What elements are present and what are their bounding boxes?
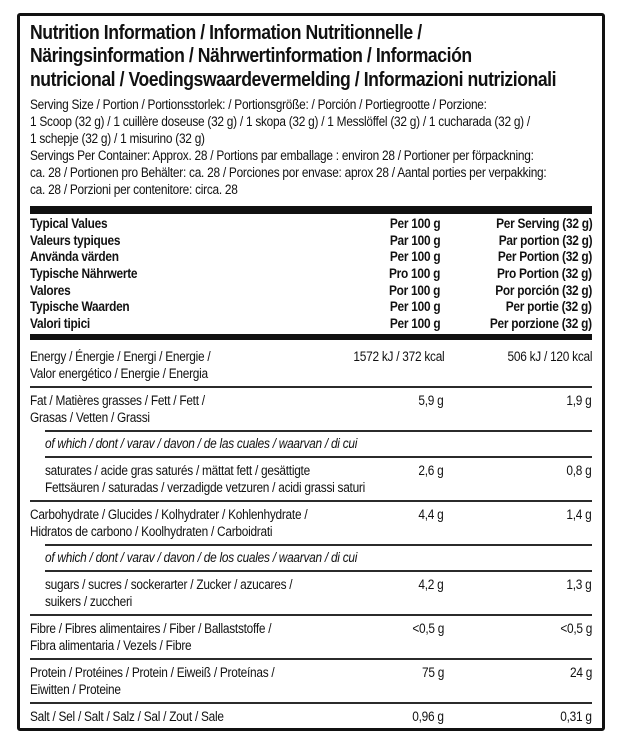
header-per-100g: Per 100 g	[389, 299, 440, 315]
header-row	[30, 266, 592, 283]
row-fibre	[30, 616, 592, 658]
header-per-serving: Per Portion (32 g)	[497, 249, 592, 265]
header-per-serving: Per porzione (32 g)	[490, 315, 592, 331]
per-100g-value: 4,4 g	[418, 507, 444, 523]
typical-values-header	[30, 216, 592, 332]
nutrient-label-line: Salt / Sel / Salt / Salz / Sal / Zout / Sale	[30, 709, 224, 725]
servings-per-container-line-3: ca. 28 / Porzioni per contenitore: circa. 28	[30, 182, 238, 198]
header-label: Använda värden	[30, 249, 119, 265]
nutrient-label-line: Valor energético / Energie / Energia	[30, 366, 208, 382]
serving-size-text	[30, 96, 592, 147]
per-100g-value: 0,96 g	[412, 709, 444, 725]
nutrition-label-panel	[17, 13, 605, 731]
label-title-line-3: nutricional / Voedingswaardevermelding / Informazioni nutrizionali	[30, 68, 557, 91]
header-row	[30, 216, 592, 233]
row-fat	[30, 388, 592, 430]
header-per-serving: Per portie (32 g)	[506, 299, 592, 315]
header-label: Typical Values	[30, 216, 108, 232]
servings-per-container-text	[30, 147, 592, 198]
row-of-which-fat	[30, 432, 592, 456]
per-serving-value: <0,5 g	[560, 621, 592, 637]
label-title-line-2: Näringsinformation / Nährwertinformation / Información	[30, 45, 472, 68]
subheader-label-line: of which / dont / varav / davon / de los cuales / waarvan / di cui	[45, 550, 358, 566]
header-row	[30, 299, 592, 316]
per-serving-value: 0,8 g	[566, 463, 592, 479]
header-row	[30, 233, 592, 250]
row-sugars	[30, 572, 592, 614]
per-100g-value: 75 g	[421, 665, 444, 681]
nutrient-label-line: Protein / Protéines / Protein / Eiweiß / Proteínas /	[30, 665, 275, 681]
nutrient-label-line: Energy / Énergie / Energi / Energie /	[30, 349, 211, 365]
header-label: Typische Waarden	[30, 299, 130, 315]
header-row	[30, 283, 592, 300]
servings-per-container-line-1: Servings Per Container: Approx. 28 / Portions par emballage : environ 28 / Portioner per förpackning:	[30, 148, 534, 164]
header-per-serving: Por porción (32 g)	[495, 282, 592, 298]
per-serving-value: 24 g	[569, 665, 592, 681]
header-row	[30, 249, 592, 266]
per-100g-value: 1572 kJ / 372 kcal	[352, 349, 444, 365]
nutrient-label-line: Fat / Matières grasses / Fett / Fett /	[30, 393, 205, 409]
header-divider-bar	[30, 334, 592, 340]
row-saturates	[30, 458, 592, 500]
servings-per-container-line-2: ca. 28 / Portionen pro Behälter: ca. 28 / Porciones por envase: aprox 28 / Aantal porties per verpakking:	[30, 165, 547, 181]
header-per-100g: Pro 100 g	[388, 265, 440, 281]
per-100g-value: 4,2 g	[418, 577, 444, 593]
per-serving-value: 1,4 g	[566, 507, 592, 523]
per-serving-value: 1,3 g	[566, 577, 592, 593]
label-title-line-1: Nutrition Information / Information Nutritionnelle /	[30, 22, 422, 44]
header-row	[30, 316, 592, 333]
nutrient-table	[30, 344, 592, 729]
header-per-serving: Per Serving (32 g)	[495, 216, 592, 232]
nutrient-label-line: Eiwitten / Proteine	[30, 682, 121, 698]
per-100g-value: 5,9 g	[418, 393, 444, 409]
nutrient-label-line: Fettsäuren / saturadas / verzadigde vetzuren / acidi grassi saturi	[45, 480, 366, 496]
row-of-which-carb	[30, 546, 592, 570]
row-salt	[30, 704, 592, 729]
per-100g-value: 2,6 g	[418, 463, 444, 479]
top-divider-bar	[30, 206, 592, 214]
per-serving-value: 0,31 g	[560, 709, 592, 725]
header-per-100g: Por 100 g	[388, 282, 440, 298]
header-per-100g: Par 100 g	[389, 232, 440, 248]
nutrient-label-line: Grasas / Vetten / Grassi	[30, 410, 150, 426]
serving-size-line-1: Serving Size / Portion / Portionsstorlek: / Portionsgröße: / Porción / Portiegrootte / Porzione:	[30, 97, 487, 113]
nutrient-label-line: suikers / zuccheri	[45, 594, 133, 610]
nutrient-label-line: Fibre / Fibres alimentaires / Fiber / Ballaststoffe /	[30, 621, 272, 637]
header-per-100g: Per 100 g	[389, 249, 440, 265]
row-protein	[30, 660, 592, 702]
per-serving-value: 506 kJ / 120 kcal	[507, 349, 592, 365]
header-per-100g: Per 100 g	[389, 216, 440, 232]
header-label: Valores	[30, 282, 71, 298]
nutrient-label-line: Fibra alimentaria / Vezels / Fibre	[30, 638, 192, 654]
subheader-label-line: of which / dont / varav / davon / de las cuales / waarvan / di cui	[45, 436, 358, 452]
header-per-100g: Per 100 g	[389, 315, 440, 331]
header-per-serving: Pro Portion (32 g)	[497, 265, 592, 281]
label-title	[30, 22, 592, 92]
header-per-serving: Par portion (32 g)	[498, 232, 592, 248]
row-carbohydrate	[30, 502, 592, 544]
nutrient-label-line: Hidratos de carbono / Koolhydraten / Carboidrati	[30, 524, 273, 540]
header-label: Valori tipici	[30, 315, 90, 331]
row-energy	[30, 344, 592, 386]
header-label: Typische Nährwerte	[30, 265, 138, 281]
nutrient-label-line: saturates / acide gras saturés / mättat fett / gesättigte	[45, 463, 310, 479]
nutrient-label-line: Carbohydrate / Glucides / Kolhydrater / Kohlenhydrate /	[30, 507, 308, 523]
nutrient-label-line: sugars / sucres / sockerarter / Zucker / azucares /	[45, 577, 293, 593]
per-100g-value: <0,5 g	[412, 621, 444, 637]
per-serving-value: 1,9 g	[566, 393, 592, 409]
serving-size-line-3: 1 schepje (32 g) / 1 misurino (32 g)	[30, 131, 205, 147]
serving-size-line-2: 1 Scoop (32 g) / 1 cuillère doseuse (32 g) / 1 skopa (32 g) / 1 Messlöffel (32 g) / 1 cucharada (32 g) /	[30, 114, 530, 130]
header-label: Valeurs typiques	[30, 232, 121, 248]
